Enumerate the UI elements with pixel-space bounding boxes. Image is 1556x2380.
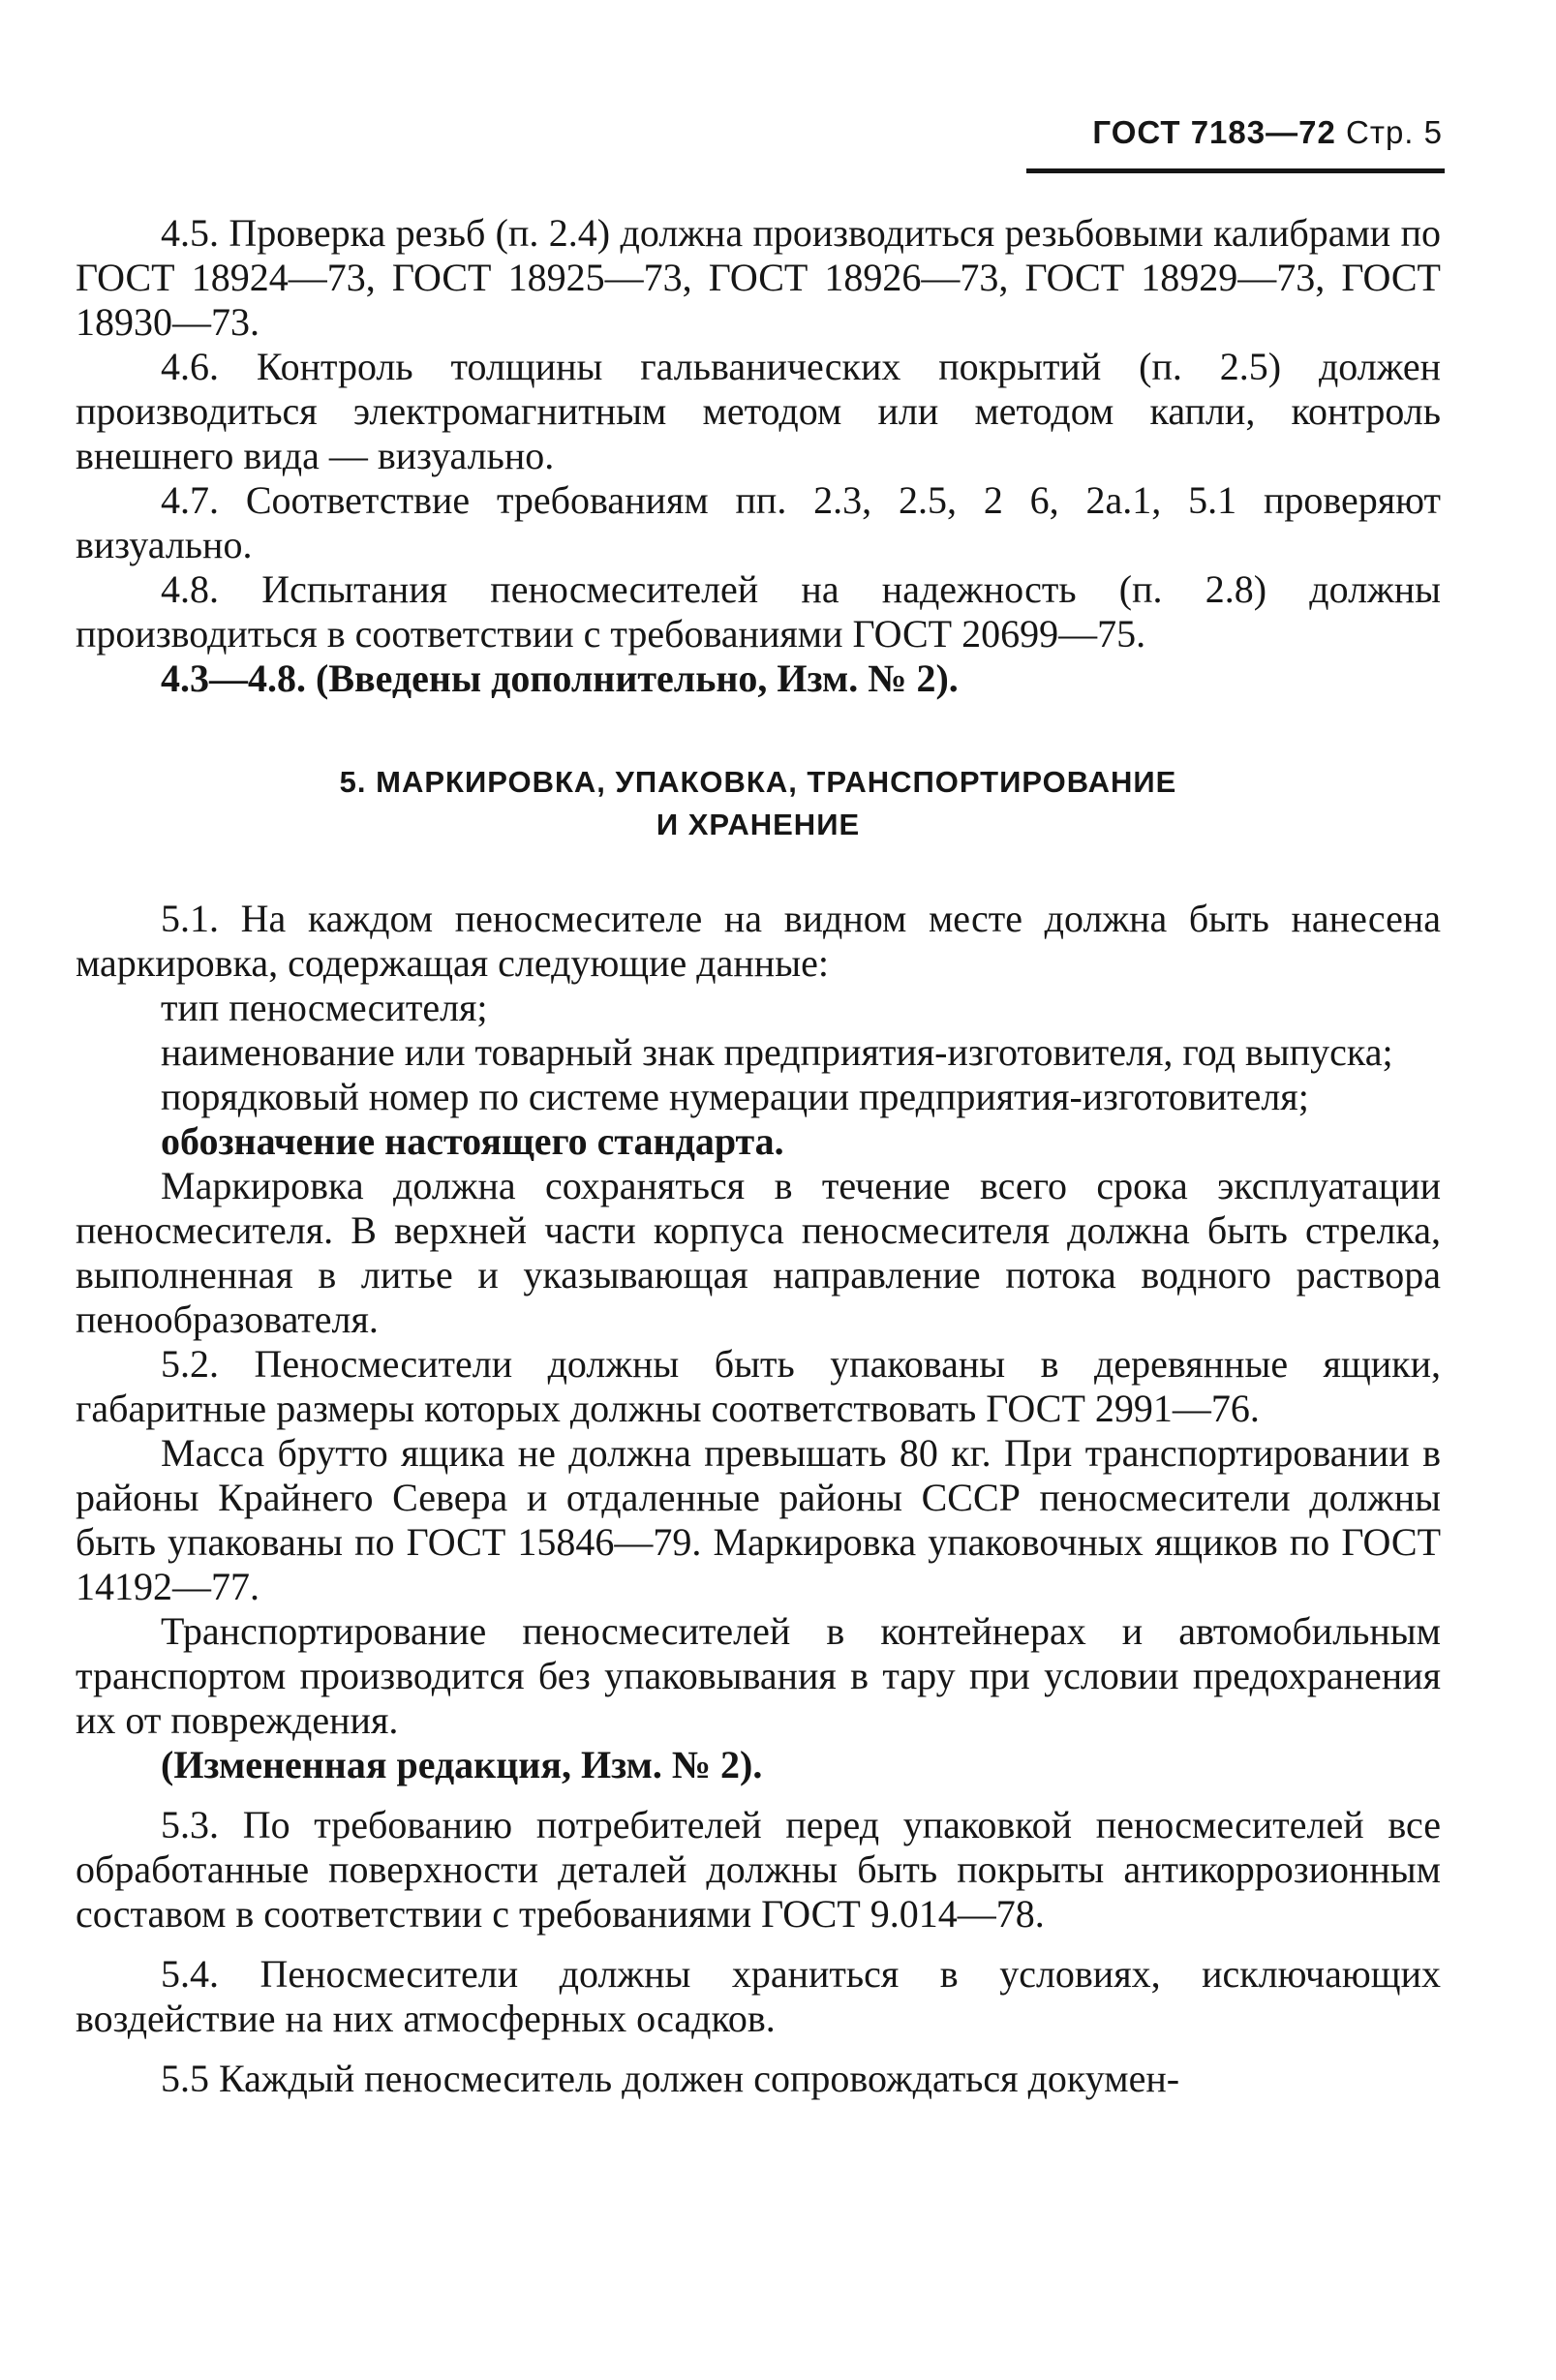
clause-5-1: 5.1. На каждом пеносмесителе на видном месте должна быть нанесена маркировка, содержащая следующие данные:	[76, 897, 1441, 985]
clause-4-8: 4.8. Испытания пеносмесителей на надежность (п. 2.8) должны производиться в соответствии с требованиями ГОСТ 20699—75.	[76, 567, 1441, 656]
section-5-title	[76, 761, 1441, 846]
header-rule	[1026, 168, 1445, 173]
marking-item-type: тип пеносмесителя;	[161, 986, 488, 1029]
clause-5-2-mass: Масса брутто ящика не должна превышать 80 кг. При транспортировании в районы Крайнего Севера и отдаленные районы СССР пеносмесители должны быть упакованы по ГОСТ 15846—79. Маркировка упаковочных ящиков по ГОСТ 14192—77.	[76, 1431, 1441, 1608]
page-header	[1026, 114, 1443, 151]
clause-5-2: 5.2. Пеносмесители должны быть упакованы в деревянные ящики, габаритные размеры которых должны соответствовать ГОСТ 2991—76.	[76, 1342, 1441, 1430]
clause-4-5: 4.5. Проверка резьб (п. 2.4) должна производиться резьбовыми калибрами по ГОСТ 18924—73, ГОСТ 18925—73, ГОСТ 18926—73, ГОСТ 18929—73, ГОСТ 18930—73.	[76, 211, 1441, 344]
section-5-title-line1: 5. МАРКИРОВКА, УПАКОВКА, ТРАНСПОРТИРОВАНИЕ	[339, 765, 1177, 799]
clause-5-5: 5.5 Каждый пеносмеситель должен сопровождаться докумен-	[161, 2057, 1180, 2100]
page-number: Стр. 5	[1346, 114, 1443, 150]
section-5-title-line2: И ХРАНЕНИЕ	[656, 808, 861, 841]
clause-4-7: 4.7. Соответствие требованиям пп. 2.3, 2.5, 2 6, 2а.1, 5.1 проверяют визуально.	[76, 478, 1441, 566]
clause-4-6: 4.6. Контроль толщины гальванических покрытий (п. 2.5) должен производиться электромагнитным методом или методом капли, контроль внешнего вида — визуально.	[76, 345, 1441, 477]
amendment-note-4: 4.3—4.8. (Введены дополнительно, Изм. № 2).	[161, 656, 959, 700]
body-text	[76, 211, 1441, 2101]
marking-item-serial: порядковый номер по системе нумерации предприятия-изготовителя;	[161, 1075, 1309, 1118]
clause-5-2-transport: Транспортирование пеносмесителей в контейнерах и автомобильным транспортом производится без упаковывания в тару при условии предохранения их от повреждения.	[76, 1609, 1441, 1742]
standard-number: ГОСТ 7183—72	[1092, 114, 1336, 150]
clause-5-1-continuation: Маркировка должна сохраняться в течение всего срока эксплуатации пеносмесителя. В верхней части корпуса пеносмесителя должна быть стрелка, выполненная в литье и указывающая направление потока водного раствора пенообразователя.	[76, 1164, 1441, 1341]
clause-5-3: 5.3. По требованию потребителей перед упаковкой пеносмесителей все обработанные поверхности деталей должны быть покрыты антикоррозионным составом в соответствии с требованиями ГОСТ 9.014—78.	[76, 1803, 1441, 1936]
amendment-note-5: (Измененная редакция, Изм. № 2).	[161, 1743, 763, 1786]
marking-item-manufacturer: наименование или товарный знак предприятия-изготовителя, год выпуска;	[161, 1030, 1393, 1074]
marking-item-standard: обозначение настоящего стандарта.	[161, 1119, 784, 1163]
clause-5-4: 5.4. Пеносмесители должны храниться в условиях, исключающих воздействие на них атмосферных осадков.	[76, 1952, 1441, 2040]
